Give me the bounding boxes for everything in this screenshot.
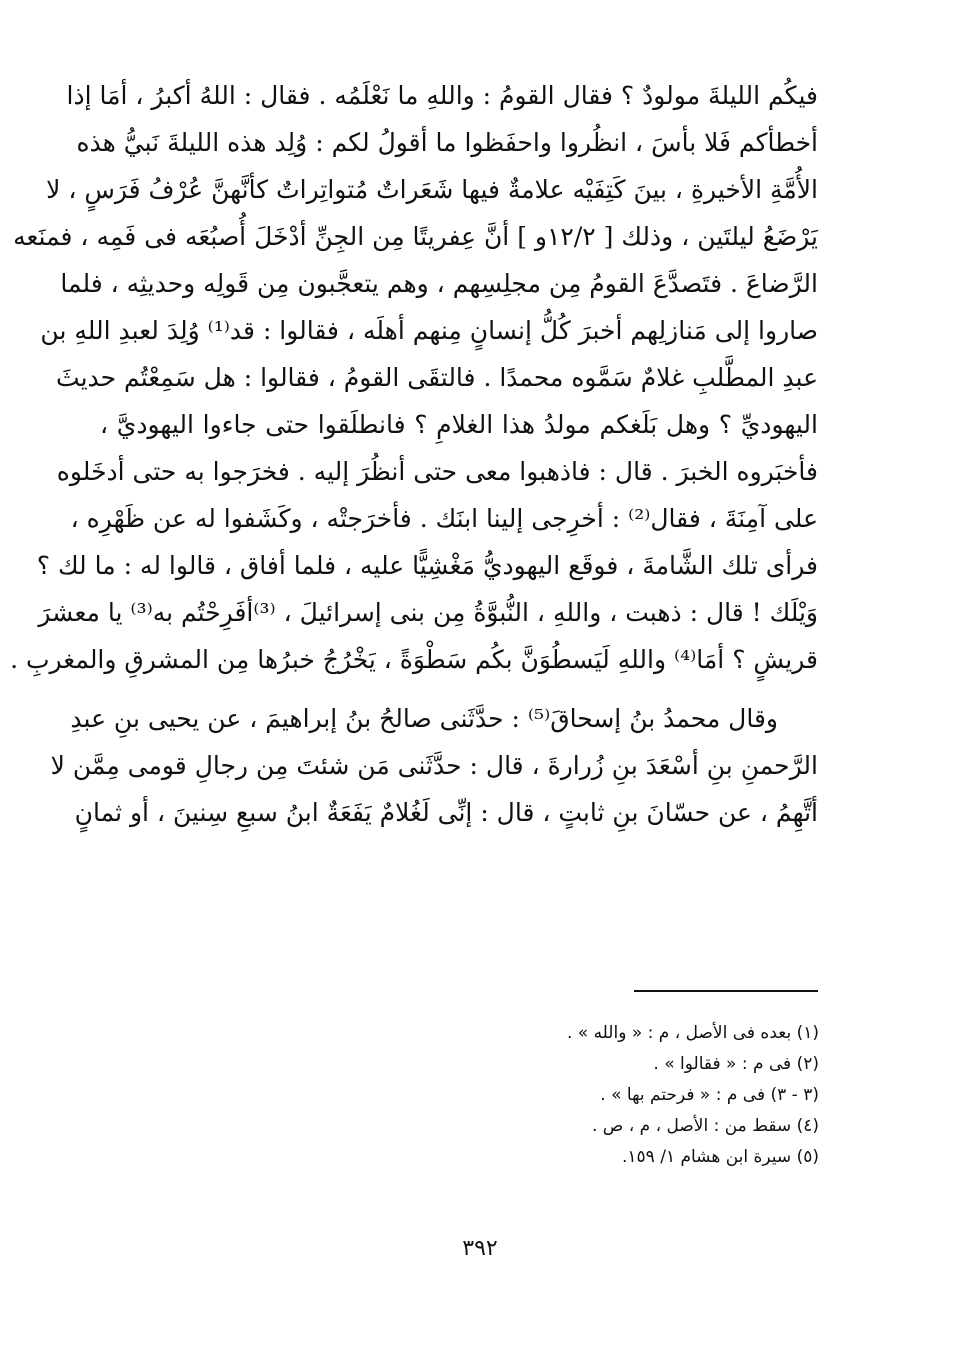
- footnotes: [219, 1018, 819, 1173]
- main-text: [10, 72, 818, 836]
- text-line: وقال محمدُ بنُ إسحاقَ⁽⁵⁾ : حدَّثَنى صالحُ بنُ إبراهيمَ ، عن يحيى بنِ عبدِ: [70, 704, 778, 733]
- paragraph-1: [10, 72, 818, 683]
- footnote-separator: [634, 990, 818, 992]
- text-line: قريشٍ ؟ أمَا⁽⁴⁾ واللهِ لَيَسطُوَنَّ بكُم سَطْوَةً ، يَخْرُجُ خبرُها مِن المشرقِ والمغربِ .: [10, 645, 818, 674]
- text-line: اليهوديِّ ؟ وهل بَلَغكم مولدُ هذا الغلامِ ؟ فانطلَقوا حتى جاءوا اليهوديَّ ،: [100, 410, 818, 439]
- footnote: (٢) فى م : « فقالوا » .: [653, 1054, 819, 1074]
- text-line: الأُمَّةِ الأخيرةِ ، بينَ كَتِفَيْه علامةٌ فيها شَعَراتٌ مُتواتِراتٌ كأنَّهنَّ عُرْفُ فَرَسٍ ، لا: [46, 175, 818, 204]
- text-line: يَرْضَعُ ليلتَين ، وذلك [ ١٢/٢و ] أنَّ عِفريتًا مِن الجِنِّ أدْخَلَ أُصبُعَه فى فَمِه ، فمنَعه: [13, 222, 818, 251]
- paragraph-gap: [100, 683, 818, 695]
- text-line: فيكُم الليلةَ مولودٌ ؟ فقال القومُ : واللهِ ما نَعْلَمُه . فقال : اللهُ أكبرُ ، أمَا إذا: [66, 81, 818, 110]
- text-line: فرأى تلك الشَّامةَ ، فوقَع اليهوديُّ مَغْشِيًّا عليه ، فلما أفاق ، قالوا له : ما لك ؟: [36, 551, 818, 580]
- footnote: (٤) سقط من : الأصل ، م ، ص .: [592, 1116, 819, 1136]
- text-line: عبدِ المطَّلبِ غلامٌ سَمَّوه محمدًا . فالتقَى القومُ ، فقالوا : هل سَمِعْتُم حديثَ: [56, 363, 818, 392]
- text-line: على آمِنَةَ ، فقال⁽²⁾ : أخرِجى إلينا ابنَك . فأخرَجتْه ، وكَشَفوا له عن ظَهْرِه ،: [70, 504, 818, 533]
- page-number: ٣٩٢: [462, 1236, 498, 1261]
- text-line: الرَّحمنِ بنِ أسْعَدَ بنِ زُرارةَ ، قال : حدَّثَنى مَن شئتَ مِن رجالِ قومى مِمَّن لا: [50, 751, 818, 780]
- text-line: صاروا إلى مَنازلِهم أخبرَ كُلُّ إنسانٍ مِنهم أهلَه ، فقالوا : قد⁽¹⁾ وُلِدَ لعبدِ اللهِ بن: [40, 316, 818, 345]
- footnote: (٣ - ٣) فى م : « فرحتم بها » .: [600, 1085, 819, 1105]
- text-line: الرَّضاعَ . فتَصدَّعَ القومُ مِن مجلِسِهم ، وهم يتعجَّبون مِن قَولِه وحديثِه ، فلما: [60, 269, 818, 298]
- paragraph-2: [50, 695, 818, 836]
- text-line: أخطأكم فَلا بأسَ ، انظُروا واحفَظوا ما أقولُ لكم : وُلِد هذه الليلةَ نَبيُّ هذه: [76, 128, 818, 157]
- text-line: أتَّهِمُ ، عن حسّانَ بنِ ثابتٍ ، قال : إنِّى لَغُلامٌ يَفَعَةٌ ابنُ سبعِ سِنينَ ، أو ثمانٍ: [74, 798, 818, 827]
- text-line: وَيْلَك ! قال : ذهبت ، واللهِ ، النُّبوَّةُ مِن بنى إسرائيلَ ، ⁽³⁾أفَرِحْتُم به⁽³⁾ يا معشرَ: [38, 598, 818, 627]
- footnote: (١) بعده فى الأصل ، م : « والله » .: [566, 1023, 819, 1043]
- text-line: فأخبَروه الخبرَ . قال : فاذهبوا معى حتى أنظُرَ إليه . فخرَجوا به حتى أدخَلوه: [56, 457, 818, 486]
- footnote: (٥) سيرة ابن هشام ١/ ١٥٩.: [621, 1147, 819, 1167]
